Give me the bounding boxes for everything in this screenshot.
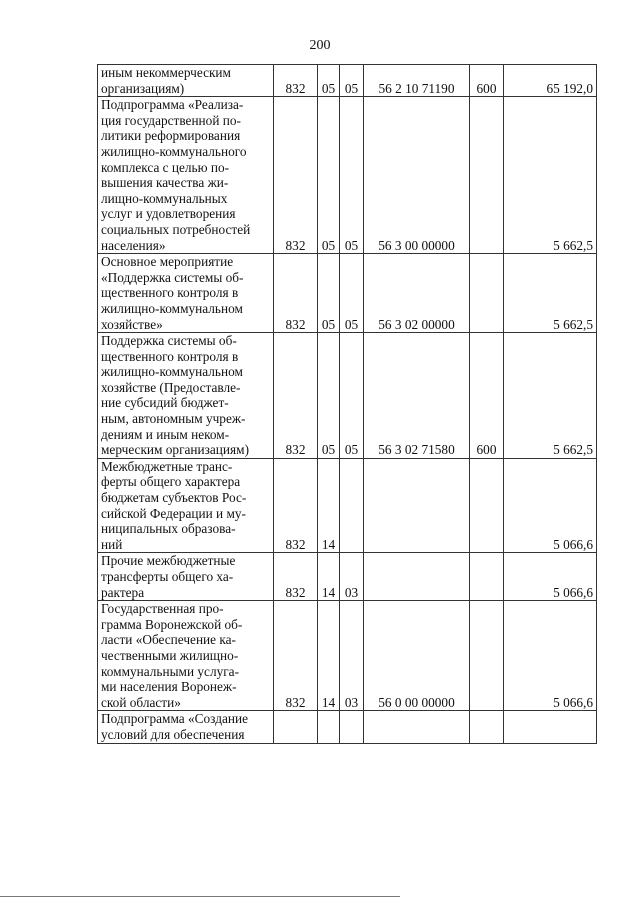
target-article-cell: 56 2 10 71190 (364, 65, 470, 97)
expense-type-cell (470, 458, 504, 553)
target-article-cell (364, 711, 470, 743)
item-name-cell: иным некоммерческим организациям) (98, 65, 274, 97)
table-row (98, 254, 597, 333)
amount-cell: 65 192,0 (504, 65, 597, 97)
subsection-code-cell: 05 (340, 97, 364, 254)
page-number: 200 (309, 38, 331, 53)
amount-cell (504, 711, 597, 743)
subsection-code-cell: 03 (340, 553, 364, 601)
ministry-code-cell: 832 (274, 553, 318, 601)
section-code-cell: 05 (318, 333, 340, 459)
subsection-code-cell (340, 458, 364, 553)
item-name-cell: Поддержка системы об- щественного контроля в жилищно-коммунальном хозяйстве (Предоставле- ние субсидий бюджет- ным, автономным учреж- дениям и иным неком- мерческим организациям) (98, 333, 274, 459)
expense-type-cell (470, 97, 504, 254)
subsection-code-cell: 05 (340, 333, 364, 459)
amount-cell: 5 662,5 (504, 254, 597, 333)
subsection-code-cell: 03 (340, 601, 364, 711)
table-row (98, 601, 597, 711)
ministry-code-cell: 832 (274, 601, 318, 711)
item-name-cell: Основное мероприятие «Поддержка системы об- щественного контроля в жилищно-коммунальном хозяйстве» (98, 254, 274, 333)
section-code-cell (318, 711, 340, 743)
ministry-code-cell (274, 711, 318, 743)
item-name-cell: Межбюджетные транс- ферты общего характера бюджетам субъектов Рос- сийской Федерации и му- ниципальных образова- ний (98, 458, 274, 553)
amount-cell: 5 662,5 (504, 333, 597, 459)
ministry-code-cell: 832 (274, 97, 318, 254)
subsection-code-cell: 05 (340, 65, 364, 97)
amount-cell: 5 066,6 (504, 553, 597, 601)
expense-type-cell (470, 553, 504, 601)
ministry-code-cell: 832 (274, 65, 318, 97)
table-row (98, 711, 597, 743)
amount-cell: 5 066,6 (504, 458, 597, 553)
item-name-cell: Прочие межбюджетные трансферты общего ха- рактера (98, 553, 274, 601)
expense-type-cell (470, 254, 504, 333)
expense-type-cell (470, 601, 504, 711)
section-code-cell: 05 (318, 254, 340, 333)
subsection-code-cell: 05 (340, 254, 364, 333)
expense-type-cell: 600 (470, 65, 504, 97)
table-row (98, 553, 597, 601)
expense-type-cell (470, 711, 504, 743)
budget-table (97, 64, 597, 744)
subsection-code-cell (340, 711, 364, 743)
table-row (98, 65, 597, 97)
table-row (98, 97, 597, 254)
expense-type-cell: 600 (470, 333, 504, 459)
amount-cell: 5 066,6 (504, 601, 597, 711)
target-article-cell: 56 3 02 00000 (364, 254, 470, 333)
amount-cell: 5 662,5 (504, 97, 597, 254)
section-code-cell: 14 (318, 458, 340, 553)
ministry-code-cell: 832 (274, 458, 318, 553)
item-name-cell: Подпрограмма «Реализа- ция государственной по- литики реформирования жилищно-коммунального комплекса с целью по- вышения качества жи- лищно-коммунальных услуг и удовлетворения социальных потребностей населения» (98, 97, 274, 254)
section-code-cell: 14 (318, 553, 340, 601)
section-code-cell: 05 (318, 97, 340, 254)
table-row (98, 458, 597, 553)
target-article-cell: 56 0 00 00000 (364, 601, 470, 711)
target-article-cell (364, 458, 470, 553)
target-article-cell: 56 3 00 00000 (364, 97, 470, 254)
item-name-cell: Подпрограмма «Создание условий для обеспечения (98, 711, 274, 743)
footer-rule (0, 896, 400, 897)
section-code-cell: 14 (318, 601, 340, 711)
target-article-cell (364, 553, 470, 601)
item-name-cell: Государственная про- грамма Воронежской об- ласти «Обеспечение ка- чественными жилищно- коммунальными услуга- ми населения Воронеж- ской области» (98, 601, 274, 711)
target-article-cell: 56 3 02 71580 (364, 333, 470, 459)
table-row (98, 333, 597, 459)
ministry-code-cell: 832 (274, 254, 318, 333)
ministry-code-cell: 832 (274, 333, 318, 459)
section-code-cell: 05 (318, 65, 340, 97)
